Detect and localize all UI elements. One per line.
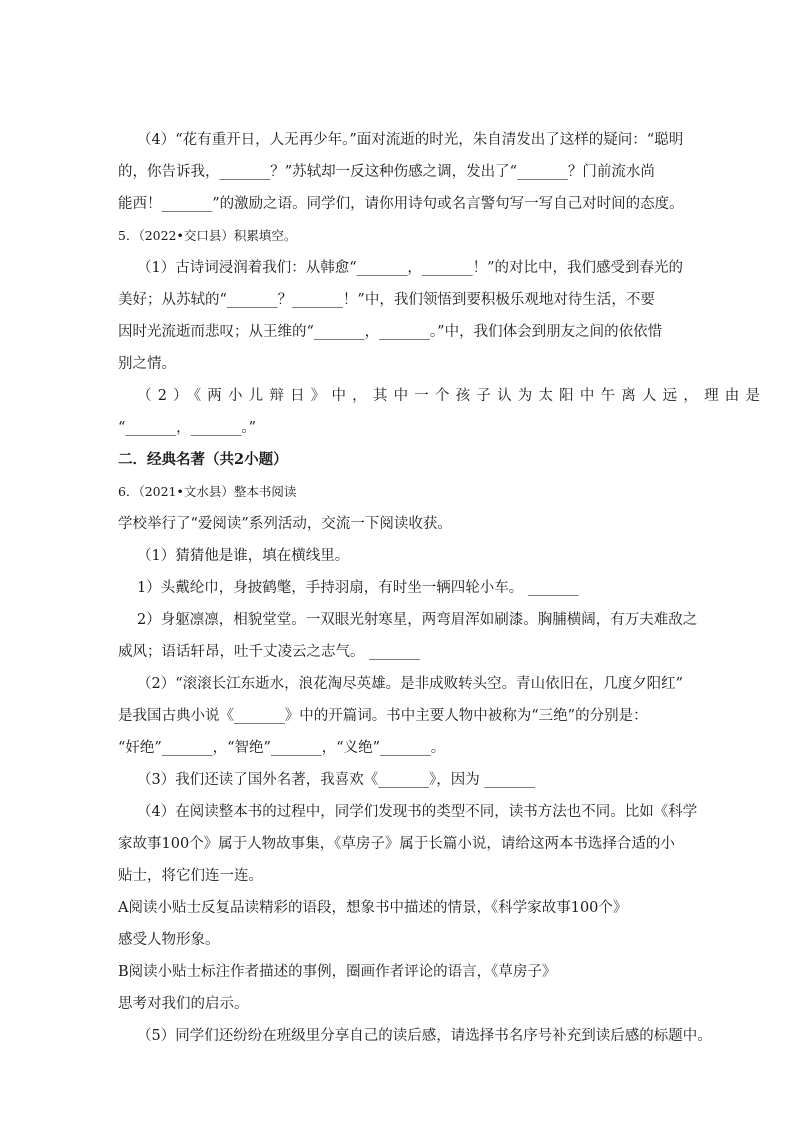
q6-1-prompt: （1）猜猜他是谁，填在横线里。 [137,548,350,564]
q5-1-line-3: 因时光流逝而悲叹；从王维的“_______，_______。”中，我们体会到朋友之间的依依惜 [118,324,663,340]
tip-b-line-2: 思考对我们的启示。 [118,996,249,1012]
section-2-heading: 二．经典名著（共2小题） [118,451,288,468]
tip-a-line-2: 感受人物形象。 [118,932,220,948]
q6-2-line-3: “奸绝”_______，“智绝”_______，“义绝”_______。 [118,740,446,756]
q6-1-item-2-line-1: 2）身躯凛凛，相貌堂堂。一双眼光射寒星，两弯眉浑如刷漆。胸脯横阔，有万夫难敌之 [137,612,698,628]
q5-2-line-1: （2）《两小儿辩日》中，其中一个孩子认为太阳中午离人远，理由是 [137,388,767,404]
q5-1-line-2: 美好；从苏轼的“_______？_______！”中，我们领悟到要积极乐观地对待生活，不要 [118,292,655,308]
q6-2-line-1: （2）“滚滚长江东逝水，浪花淘尽英雄。是非成败转头空。青山依旧在，几度夕阳红” [137,676,684,692]
q6-intro: 学校举行了“爱阅读”系列活动，交流一下阅读收获。 [118,516,452,532]
q6-2-line-2: 是我国古典小说《_______》中的开篇词。书中主要人物中被称为“三绝”的分别是： [118,708,648,724]
q5-1-line-4: 别之情。 [118,356,176,372]
q4-line-3: 能西！_______”的激励之语。同学们，请你用诗句或名言警句写一写自己对时间的态度。 [118,196,684,212]
question-6-header: 6．（2021•文水县）整本书阅读 [118,484,297,499]
q6-4-line-3: 贴士，将它们连一连。 [118,868,263,884]
q6-1-item-1: 1）头戴纶巾，身披鹤氅，手持羽扇，有时坐一辆四轮小车。 _______ [137,580,579,596]
q4-line-2: 的，你告诉我，_______？”苏轼却一反这种伤感之调，发出了“_______？门前流水尚 [118,164,655,180]
q6-5-line: （5）同学们还纷纷在班级里分享自己的读后感，请选择书名序号补充到读后感的标题中。 [137,1028,712,1044]
tip-b-line-1: B阅读小贴士标注作者描述的事例，圈画作者评论的语言，《草房子》 [118,964,557,980]
q4-line-1: （4）“花有重开日，人无再少年。”面对流逝的时光，朱自清发出了这样的疑问：“聪明 [137,132,684,148]
q6-4-line-2: 家故事100个》属于人物故事集，《草房子》属于长篇小说，请给这两本书选择合适的小 [118,836,675,852]
q6-3-line: （3）我们还读了国外名著，我喜欢《_______》，因为 _______ [137,772,536,788]
question-5-header: 5．（2022•交口县）积累填空。 [118,228,297,243]
q6-4-line-1: （4）在阅读整本书的过程中，同学们发现书的类型不同，读书方法也不同。比如《科学 [137,804,698,820]
q6-1-item-2-line-2: 威风；语话轩昂，吐千丈凌云之志气。 _______ [118,644,420,660]
tip-a-line-1: A阅读小贴士反复品读精彩的语段，想象书中描述的情景，《科学家故事100个》 [118,900,628,916]
q5-2-line-2: “_______，_______。” [118,420,257,436]
q5-1-line-1: （1）古诗词浸润着我们：从韩愈“_______，_______！”的对比中，我们感受到春光的 [137,260,684,276]
